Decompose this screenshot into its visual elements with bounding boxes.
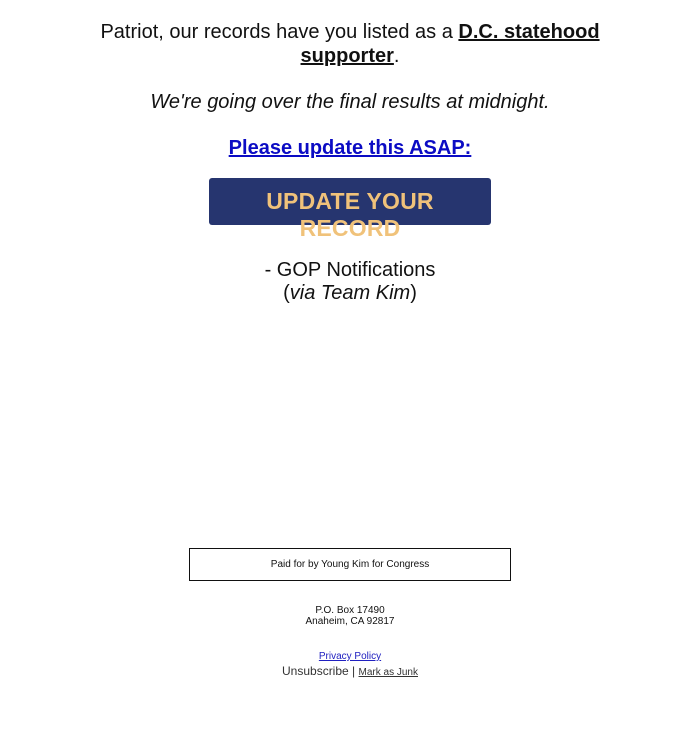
intro-prefix: Patriot, our records have you listed as a — [100, 21, 459, 43]
paid-for-disclaimer: Paid for by Young Kim for Congress — [189, 548, 511, 581]
intro-paragraph — [90, 20, 610, 68]
update-asap-link[interactable]: Please update this ASAP: — [228, 137, 472, 159]
email-body — [0, 20, 700, 305]
via-close: ) — [410, 282, 417, 304]
mark-as-junk-link[interactable]: Mark as Junk — [358, 667, 418, 678]
email-footer — [0, 548, 700, 680]
update-record-button[interactable]: UPDATE YOUR RECORD — [209, 178, 491, 225]
cta-container — [0, 178, 700, 241]
address-line-1: P.O. Box 17490 — [315, 605, 385, 616]
address-line-2: Anaheim, CA 92817 — [305, 616, 395, 627]
via-line — [0, 282, 700, 305]
mailing-address — [0, 605, 700, 627]
signature-block — [0, 259, 700, 305]
statehood-supporter-link[interactable]: D.C. statehood supporter — [300, 21, 600, 67]
unsubscribe-link[interactable]: Unsubscribe — [282, 664, 349, 678]
signature-line: - GOP Notifications — [264, 259, 436, 281]
privacy-policy-link[interactable]: Privacy Policy — [318, 651, 382, 662]
via-text: via Team Kim — [289, 282, 411, 304]
footer-separator: | — [352, 664, 356, 678]
deadline-text: We're going over the final results at midnight. — [150, 91, 550, 113]
via-open: ( — [283, 282, 290, 304]
intro-suffix: . — [393, 45, 400, 67]
unsubscribe-line — [0, 664, 700, 680]
